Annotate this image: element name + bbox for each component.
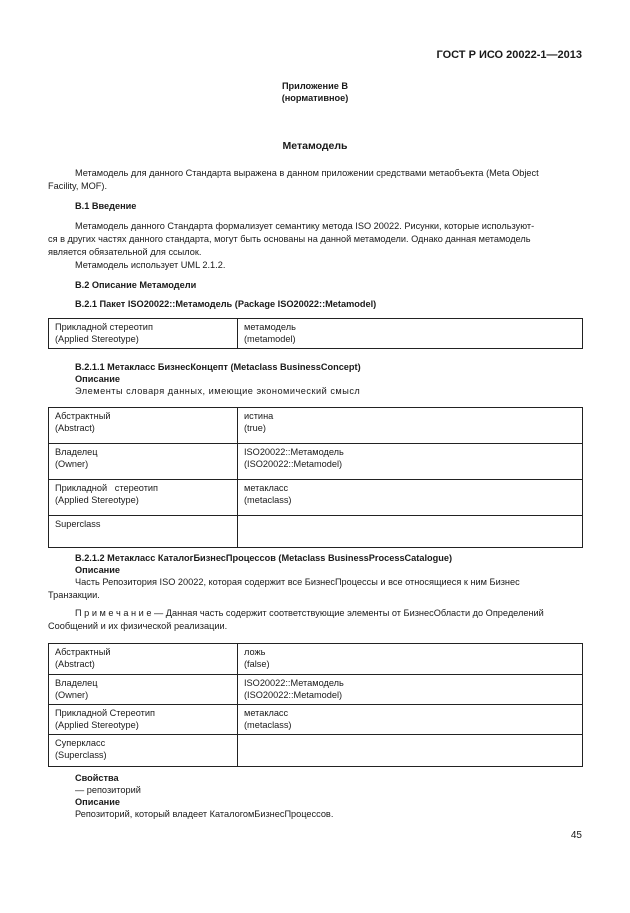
section-b211-desc-text: Элементы словаря данных, имеющие экономический смысл — [75, 386, 361, 396]
business-concept-table — [48, 407, 583, 548]
annex-status: (нормативное) — [281, 93, 349, 103]
table-cell-key — [49, 444, 238, 480]
table-row — [49, 644, 583, 675]
value-text-en: (metaclass) — [244, 720, 292, 730]
annex-header — [0, 80, 630, 104]
table-cell-value — [238, 705, 583, 735]
value-text: ложь — [244, 647, 266, 657]
table-row — [49, 408, 583, 444]
section-b1-uml: Метамодель использует UML 2.1.2. — [75, 260, 226, 270]
section-b212-note — [48, 607, 584, 619]
value-text-en: (ISO20022::Metamodel) — [244, 459, 343, 469]
table-cell-key — [49, 675, 238, 705]
section-b211-heading: В.2.1.1 Метакласс БизнесКонцепт (Metaclass BusinessConcept) — [75, 362, 361, 372]
key-text: Прикладной Стереотип — [55, 708, 155, 718]
properties-item: — репозиторий — [75, 785, 141, 795]
intro-line-1: Метамодель для данного Стандарта выражена в данном приложении средствами метаобъекта (Meta Object — [75, 168, 539, 178]
key-text-en: (Applied Stereotype) — [55, 495, 139, 505]
properties-desc-text: Репозиторий, который владеет КаталогомБизнесПроцессов. — [75, 809, 334, 819]
table-cell-value — [238, 480, 583, 516]
section-b21-heading: В.2.1 Пакет ISO20022::Метамодель (Package ISO20022::Metamodel) — [75, 299, 377, 309]
section-b212-desc-line-1: Часть Репозитория ISO 20022, которая содержит все БизнесПроцессы и все относящиеся к ним Бизнес — [75, 577, 520, 587]
properties-label: Свойства — [75, 773, 119, 783]
key-text-en: (Owner) — [55, 690, 89, 700]
table-cell-value — [238, 319, 583, 349]
key-text: Superclass — [55, 519, 101, 529]
key-text: Суперкласс — [55, 738, 106, 748]
section-b1-line-1: Метамодель данного Стандарта формализует семантику метода ISO 20022. Рисунки, которые используют- — [75, 221, 535, 231]
value-text-en: (metaclass) — [244, 495, 292, 505]
value-text-en: (false) — [244, 659, 270, 669]
note-text: — Данная часть содержит соответствующие элементы от БизнесОбласти до Определений — [151, 608, 544, 618]
annex-title: Приложение В — [281, 81, 349, 91]
key-text-en: (Applied Stereotype) — [55, 334, 139, 344]
value-text-en: (ISO20022::Metamodel) — [244, 690, 343, 700]
table-row — [49, 735, 583, 767]
page-title: Метамодель — [282, 140, 348, 152]
table-cell-key — [49, 516, 238, 548]
value-text: метамодель — [244, 322, 296, 332]
value-text-en: (metamodel) — [244, 334, 296, 344]
process-catalogue-table — [48, 643, 583, 767]
value-text: ISO20022::Метамодель — [244, 678, 344, 688]
key-text-en: (Applied Stereotype) — [55, 720, 139, 730]
value-text-en: (true) — [244, 423, 266, 433]
table-cell-value — [238, 444, 583, 480]
key-text: Владелец — [55, 678, 98, 688]
section-b212-note-line-2: Сообщений и их физической реализации. — [48, 621, 228, 631]
table-cell-value — [238, 735, 583, 767]
key-text: Абстрактный — [55, 647, 111, 657]
key-text: Прикладной стереотип — [55, 483, 159, 493]
value-text: метакласс — [244, 708, 289, 718]
table-cell-value — [238, 675, 583, 705]
section-b211-desc-label: Описание — [75, 374, 120, 384]
table-row — [49, 319, 583, 349]
key-text-en: (Abstract) — [55, 423, 95, 433]
table-row — [49, 444, 583, 480]
value-text: метакласс — [244, 483, 289, 493]
table-cell-key — [49, 480, 238, 516]
section-b1-line-2: ся в других частях данного стандарта, могут быть основаны на данной метамодели. Однако данная метамодель — [48, 234, 531, 244]
table-cell-value — [238, 644, 583, 675]
properties-desc-label: Описание — [75, 797, 120, 807]
section-b212-heading: В.2.1.2 Метакласс КаталогБизнесПроцессов (Metaclass BusinessProcessCatalogue) — [75, 553, 453, 563]
section-b212-desc-label: Описание — [75, 565, 120, 575]
table-cell-key — [49, 408, 238, 444]
key-text-en: (Owner) — [55, 459, 89, 469]
table-cell-key — [49, 319, 238, 349]
table-row — [49, 516, 583, 548]
page-number: 45 — [570, 830, 582, 841]
document-code: ГОСТ Р ИСО 20022-1—2013 — [436, 49, 582, 61]
table-cell-value — [238, 516, 583, 548]
key-text: Абстрактный — [55, 411, 111, 421]
value-text: истина — [244, 411, 274, 421]
section-b1-heading: В.1 Введение — [75, 201, 137, 211]
value-text: ISO20022::Метамодель — [244, 447, 344, 457]
table-row — [49, 480, 583, 516]
key-text-en: (Abstract) — [55, 659, 95, 669]
table-row — [49, 705, 583, 735]
table-cell-key — [49, 735, 238, 767]
note-label: П р и м е ч а н и е — [75, 608, 152, 618]
table-cell-key — [49, 705, 238, 735]
key-text-en: (Superclass) — [55, 750, 107, 760]
table-cell-value — [238, 408, 583, 444]
section-b2-heading: В.2 Описание Метамодели — [75, 280, 197, 290]
package-table — [48, 318, 583, 349]
intro-line-2: Facility, MOF). — [48, 181, 108, 191]
section-b212-desc-line-2: Транзакции. — [48, 590, 100, 600]
table-row — [49, 675, 583, 705]
section-b1-line-3: является обязательной для ссылок. — [48, 247, 202, 257]
key-text: Владелец — [55, 447, 98, 457]
table-cell-key — [49, 644, 238, 675]
key-text: Прикладной стереотип — [55, 322, 153, 332]
